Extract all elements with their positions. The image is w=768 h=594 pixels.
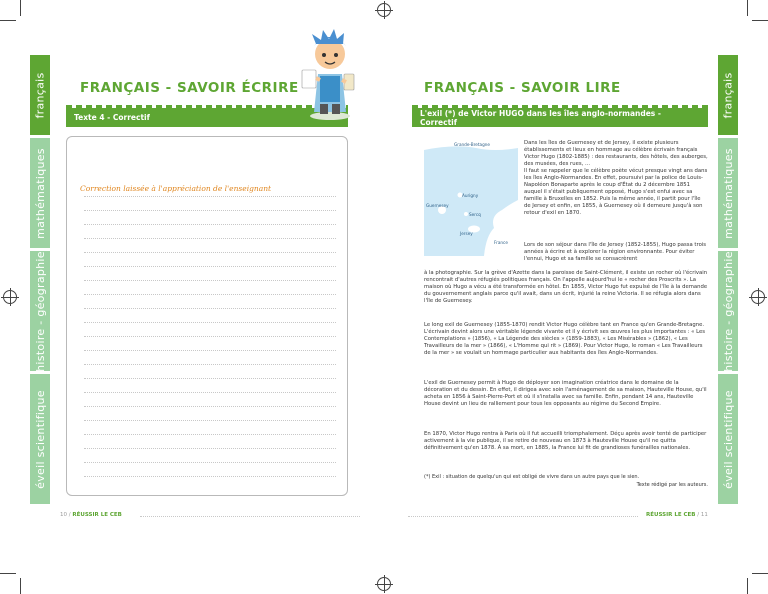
- paragraph-4: L'exil de Guernesey permit à Hugo de déployer son imagination créatrice dans le domaine de la décoration et du dessin. En effet, il dirigea avec soin l'aménagement de sa maison, Hauteville House, qu'il acheta en 1856 à Saint-Pierre-Port et où il s'installa avec sa famille. Enfin, pendant 14 ans, Hauteville House devint un lieu de ralliement pour tous les opposants au régime du Second Empire.: [424, 380, 707, 407]
- mascot-illustration: [296, 24, 362, 122]
- paragraph-5: En 1870, Victor Hugo rentra à Paris où il fut accueilli triomphalement. Déçu après avoir tenté de participer activement à la vie publique, il se retire de nouveau en 1873 à Hauteville House qu'il ne quitta définitivement qu'en 1878. À sa mort, en 1885, la France lui fit de grandioses funérailles nationales.: [424, 431, 707, 451]
- crop-mark: [752, 573, 768, 574]
- footer-left: [60, 512, 122, 518]
- tab-francais-right: français: [718, 55, 738, 135]
- credit: Texte rédigé par les auteurs.: [636, 482, 708, 488]
- crop-mark: [752, 20, 768, 21]
- page-title-left: FRANÇAIS - SAVOIR ÉCRIRE: [80, 80, 299, 96]
- footnote: (*) Exil : situation de quelqu'un qui est obligé de vivre dans un autre pays que le sien.: [424, 474, 640, 480]
- tab-eveil-right: éveil scientifique: [718, 374, 738, 504]
- subtitle-bar-right: [412, 108, 708, 127]
- page-number-left: 10 /: [60, 512, 71, 518]
- footer-rule-right: [408, 516, 638, 517]
- tab-mathematiques-left: mathématiques: [30, 138, 50, 248]
- map-label-guernesey: Guernesey: [426, 203, 449, 208]
- footer-right: [646, 512, 708, 518]
- crop-mark: [747, 0, 748, 16]
- paragraph-2-col: Lors de son séjour dans l'île de Jersey (1852-1855), Hugo passa trois années à écrire et à explorer la région environnante. Pour éviter l'ennui, Hugo et sa famille se consacrèrent: [524, 242, 707, 262]
- page-number-right: / 11: [697, 512, 708, 518]
- tab-eveil-left: éveil scientifique: [30, 374, 50, 504]
- page-title-right: FRANÇAIS - SAVOIR LIRE: [424, 80, 621, 96]
- brand-right: RÉUSSIR LE CEB: [646, 512, 696, 518]
- correction-note: Correction laissée à l'appréciation de l'enseignant: [80, 184, 272, 193]
- map-label-jersey: Jersey: [460, 231, 473, 236]
- map-shapes: [424, 140, 518, 256]
- tab-histoire-left: histoire - géographie: [30, 251, 50, 371]
- footer-rule-left: [140, 516, 360, 517]
- subtitle-right: L'exil (*) de Victor HUGO dans les îles anglo-normandes - Correctif: [420, 108, 661, 127]
- paragraph-1: Dans les îles de Guernesey et de Jersey, il existe plusieurs établissements et lieux en hommage au célèbre écrivain français Victor Hugo (1802-1885) : des restaurants, des hôtels, des auberges, des musées, des rues, ... Il faut se rappeler que le célèbre poète vécut presque vingt ans dans les îles Anglo-Normandes. En effet, poursuivi par la police de Louis-Napoléon Bonaparte après le coup d'État du 2 décembre 1851 auquel il s'était publiquement opposé, Hugo s'est enfui avec sa famille à Bruxelles en 1852. Puis la même année, il partit pour l'île de Jersey et enfin, en 1855, à Guernesey où il demeure jusqu'à son retour d'exil en 1870.: [524, 140, 708, 216]
- map-label-aurigny: Aurigny: [462, 193, 479, 198]
- tab-mathematiques-right: mathématiques: [718, 138, 738, 248]
- map-label-sercq: Sercq: [469, 212, 481, 217]
- map-label-france: France: [494, 240, 508, 245]
- channel-islands-map: [424, 140, 518, 256]
- tab-histoire-right: histoire - géographie: [718, 251, 738, 371]
- map-label-gb: Grande-Bretagne: [454, 142, 490, 147]
- crop-mark: [0, 573, 16, 574]
- crop-mark: [747, 578, 748, 594]
- crop-mark: [20, 0, 21, 16]
- registration-mark-left: [3, 290, 17, 304]
- registration-mark-bottom: [377, 577, 391, 591]
- registration-mark-top: [377, 3, 391, 17]
- registration-mark-right: [751, 290, 765, 304]
- tab-francais-left: français: [30, 55, 50, 135]
- paragraph-2: à la photographie. Sur la grève d'Azette dans la paroisse de Saint-Clément, il existe un rocher où l'écrivain rencontrait d'autres réfugiés politiques français. On l'appelle aujourd'hui le « rocher des Proscrits ». La maison où Hugo a vécu a été transformée en hôtel. En 1855, Victor Hugo fut expulsé de l'île à la demande du gouvernement anglais parce qu'il avait, dans un écrit, injurié la reine Victoria. Il se réfugia alors dans l'île de Guernesey.: [424, 270, 708, 304]
- subtitle-left: Texte 4 - Correctif: [74, 113, 150, 122]
- brand-left: RÉUSSIR LE CEB: [72, 512, 122, 518]
- crop-mark: [0, 20, 16, 21]
- crop-mark: [20, 578, 21, 594]
- paragraph-3: Le long exil de Guernesey (1855-1870) rendit Victor Hugo célèbre tant en France qu'en Grande-Bretagne. L'écrivain devint alors une véritable légende vivante et il y écrivit ses œuvres les plus importantes : « Les Contemplations » (1856), « La Légende des siècles » (1859-1883), « Les Misérables » (1862), « Les Travailleurs de la mer » (1866), « L'Homme qui rit » (1869). Pour Victor Hugo, le roman « Les Travailleurs de la mer » se voulait un hommage particulier aux habitants des îles Anglo-Normandes.: [424, 322, 705, 356]
